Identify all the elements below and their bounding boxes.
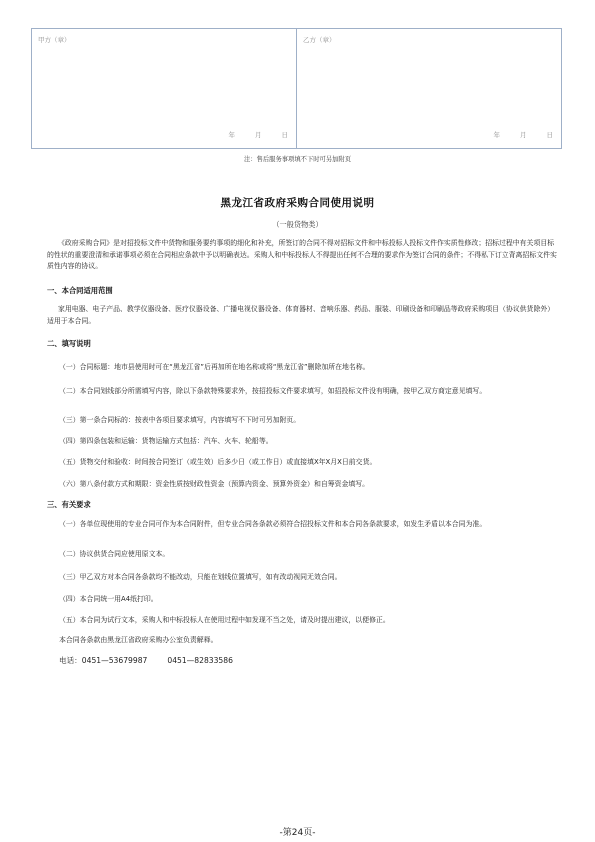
- intro-paragraph: 《政府采购合同》是对招投标文件中货物和服务要约事项的细化和补充，所签订的合同不得对招标文件和中标投标人投标文件作实质性修改；招标过程中有关项目标的性状的重要澄清和承诺事项必须在合同相应条款中予以明确表达。采购人和中标投标人不得提出任何不合理的要求作为签订合同的条件；不得私下订立背离招标文件实质性内容的协议。: [47, 239, 557, 271]
- signature-table: [31, 28, 562, 149]
- requirement-item: （二）协议供货合同应使用原文本。: [59, 550, 170, 558]
- party-a-label: 甲方（章）: [38, 36, 71, 44]
- date-year-label: 年: [493, 131, 500, 139]
- instruction-item: （三）第一条合同标的：按表中各项目要求填写，内容填写不下时可另加附页。: [59, 416, 301, 424]
- requirement-item: （三）甲乙双方对本合同各条款均不能改动，只能在划线位置填写，如有改动视同无效合同。: [59, 573, 342, 581]
- requirement-item: （五）本合同为试行文本，采购人和中标投标人在使用过程中如发现不当之处，请及时提出建议，以便修正。: [59, 616, 390, 624]
- party-b-date: [494, 130, 554, 139]
- party-b-cell: [296, 29, 561, 148]
- instruction-item: （六）第八条付款方式和期限：资金性质按财政性资金（预算内资金、预算外资金）和自筹资金填写。: [59, 480, 370, 488]
- scope-paragraph: 家用电器、电子产品、教学仪器设备、医疗仪器设备、广播电视仪器设备、体育器材、音响乐器、药品、服装、印刷设备和印刷品等政府采购项目（协议供货除外）适用于本合同。: [47, 305, 555, 325]
- instruction-item: （一）合同标题：地市县使用时可在“黑龙江省”后再加所在地名称或将“黑龙江省”删除加所在地名称。: [59, 363, 370, 371]
- date-day-label: 日: [546, 131, 553, 139]
- party-a-cell: [32, 29, 296, 148]
- contact-phones: [59, 655, 233, 666]
- party-a-date: [229, 130, 289, 139]
- date-day-label: 日: [281, 131, 288, 139]
- date-month-label: 月: [520, 131, 527, 139]
- date-month-label: 月: [255, 131, 262, 139]
- section-heading-requirements: 三、有关要求: [47, 500, 91, 509]
- requirement-item: （四）本合同统一用A4纸打印。: [59, 595, 158, 603]
- page-number: -第24页-: [279, 828, 316, 838]
- section-heading-instructions: 二、填写说明: [47, 339, 91, 348]
- section-heading-scope: 一、本合同适用范围: [47, 286, 113, 295]
- closing-statement: 本合同各条款由黑龙江省政府采购办公室负责解释。: [59, 636, 218, 644]
- instruction-item: （二）本合同划线部分所需填写内容，除以下条款特殊要求外，按招投标文件要求填写，如招投标文件没有明确，按甲乙双方商定意见填写。: [59, 387, 487, 395]
- document-title: 黑龙江省政府采购合同使用说明: [220, 197, 375, 209]
- phone-number: 0451—82833586: [167, 656, 233, 665]
- requirement-item: （一）各单位现使用的专业合同可作为本合同附件，但专业合同各条款必须符合招投标文件和本合同各条款要求，如发生矛盾以本合同为准。: [59, 520, 487, 528]
- date-year-label: 年: [228, 131, 235, 139]
- table-note: 注：售后服务事项填不下时可另加附页: [243, 156, 352, 163]
- instruction-item: （四）第四条包装和运输：货物运输方式包括：汽车、火车、轮船等。: [59, 437, 273, 445]
- phone-number: 0451—53679987: [81, 656, 148, 665]
- instruction-item: （五）货物交付和验收：时间按合同签订（或生效）后多少日（或工作日）或直接填X年X月X日前交货。: [59, 458, 377, 466]
- phone-label: 电话：: [59, 656, 82, 665]
- party-b-label: 乙方（章）: [303, 36, 336, 44]
- document-subtitle: （一般货物类）: [272, 220, 323, 229]
